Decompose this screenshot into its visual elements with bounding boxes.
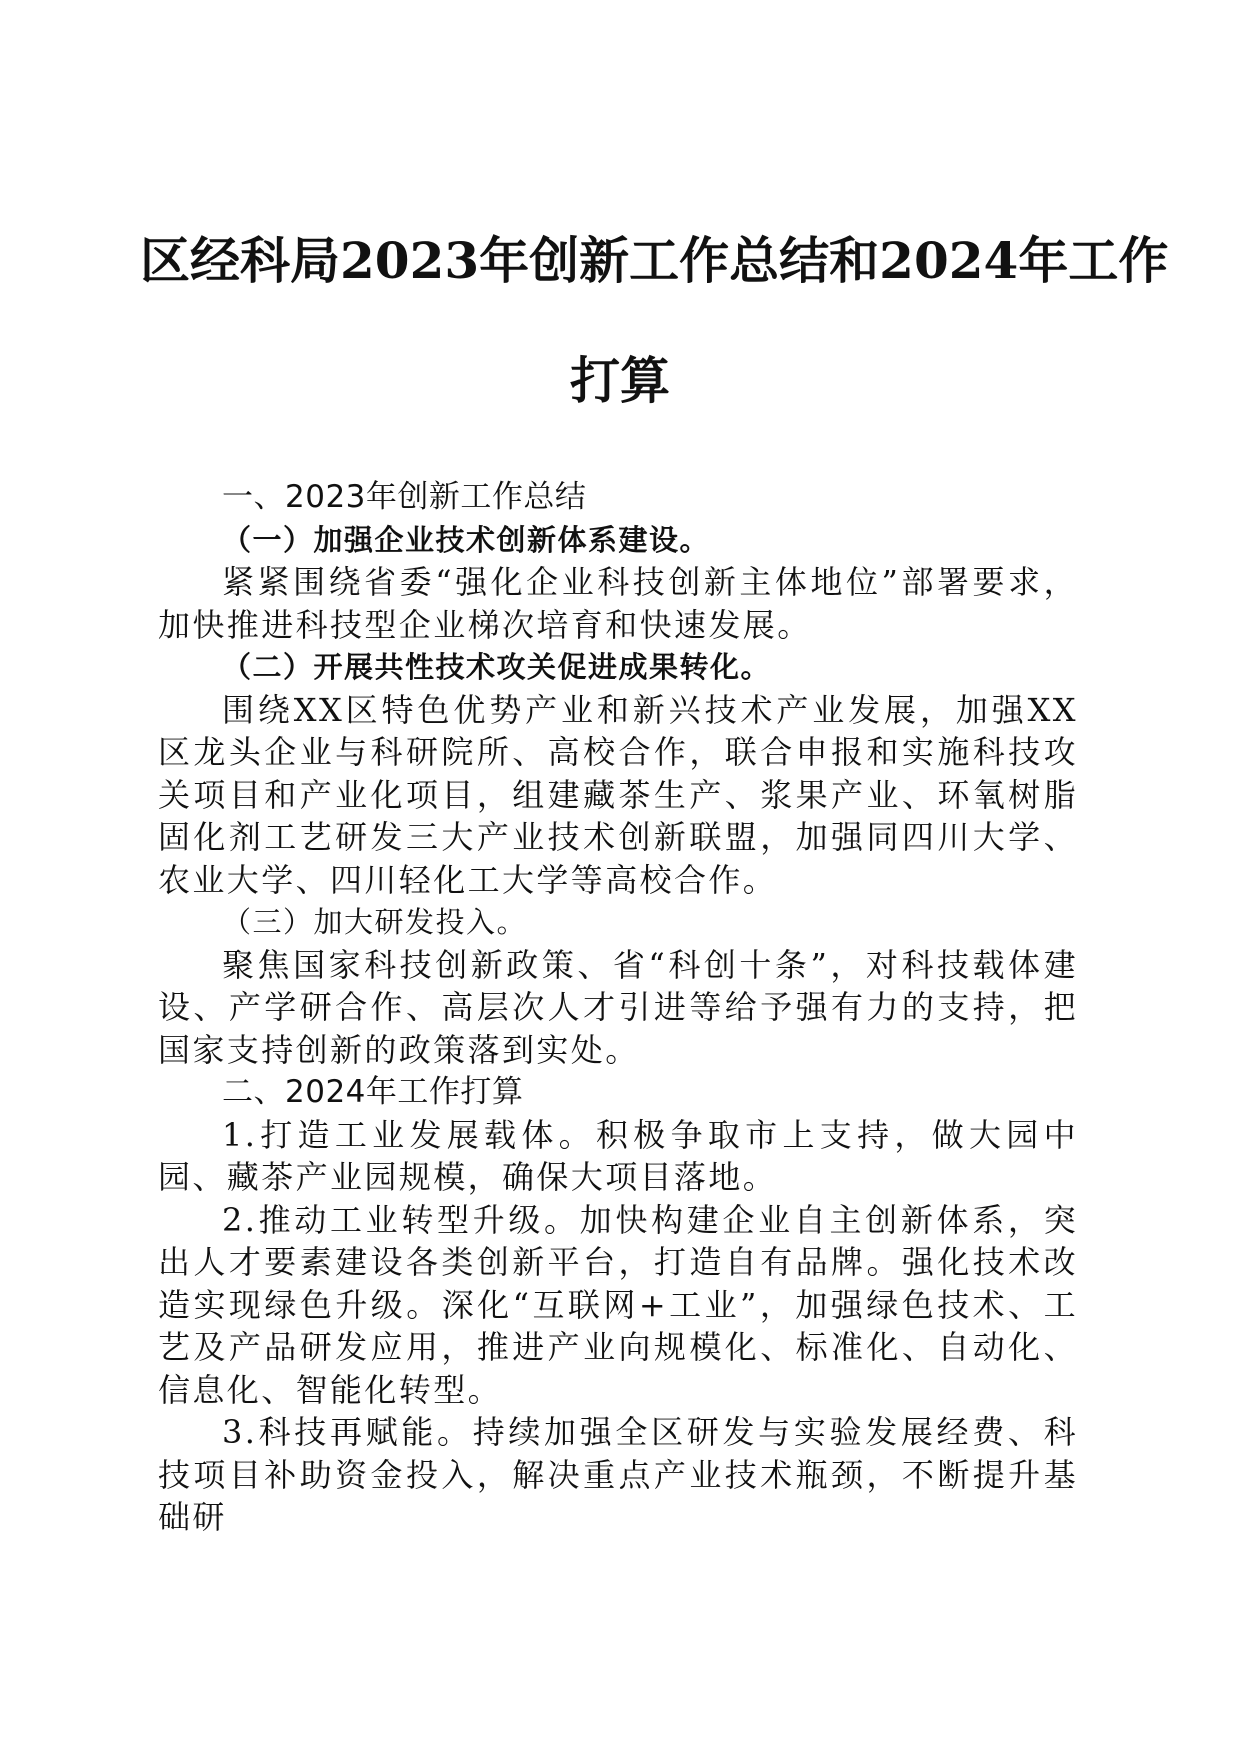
subsection-3-heading: （三）加大研发投入。 — [222, 905, 528, 939]
plan-item-3: 3.科技再赋能。持续加强全区研发与实验发展经费、科技项目补助资金投入，解决重点产业技术瓶颈，不断提升基础研 — [158, 1413, 1078, 1536]
section-1-heading: 一、2023年创新工作总结 — [222, 479, 587, 515]
plan-item-2: 2.推动工业转型升级。加快构建企业自主创新体系，突出人才要素建设各类创新平台，打造自有品牌。强化技术改造实现绿色升级。深化“互联网+工业”，加强绿色技术、工艺及产品研发应用，推进产业向规模化、标准化、自动化、信息化、智能化转型。 — [158, 1200, 1078, 1409]
plan-item-1: 1.打造工业发展载体。积极争取市上支持，做大园中园、藏茶产业园规模，确保大项目落地。 — [158, 1115, 1078, 1196]
subsection-1-paragraph: 紧紧围绕省委“强化企业科技创新主体地位”部署要求，加快推进科技型企业梯次培育和快速发展。 — [158, 563, 1078, 644]
document-title-line-1: 区经科局2023年创新工作总结和2024年工作 — [140, 231, 1169, 290]
section-2-heading: 二、2024年工作打算 — [222, 1074, 524, 1110]
subsection-1-heading: （一）加强企业技术创新体系建设。 — [222, 522, 711, 557]
subsection-2-heading: （二）开展共性技术攻关促进成果转化。 — [222, 650, 772, 684]
document-title-line-2: 打算 — [570, 351, 670, 410]
subsection-2-paragraph: 围绕XX区特色优势产业和新兴技术产业发展，加强XX区龙头企业与科研院所、高校合作，联合申报和实施科技攻关项目和产业化项目，组建藏茶生产、浆果产业、环氧树脂固化剂工艺研发三大产业技术创新联盟，加强同四川大学、农业大学、四川轻化工大学等高校合作。 — [158, 690, 1078, 899]
subsection-3-paragraph: 聚焦国家科技创新政策、省“科创十条”，对科技载体建设、产学研合作、高层次人才引进等给予强有力的支持，把国家支持创新的政策落到实处。 — [158, 945, 1078, 1069]
document-body — [158, 476, 1078, 1539]
